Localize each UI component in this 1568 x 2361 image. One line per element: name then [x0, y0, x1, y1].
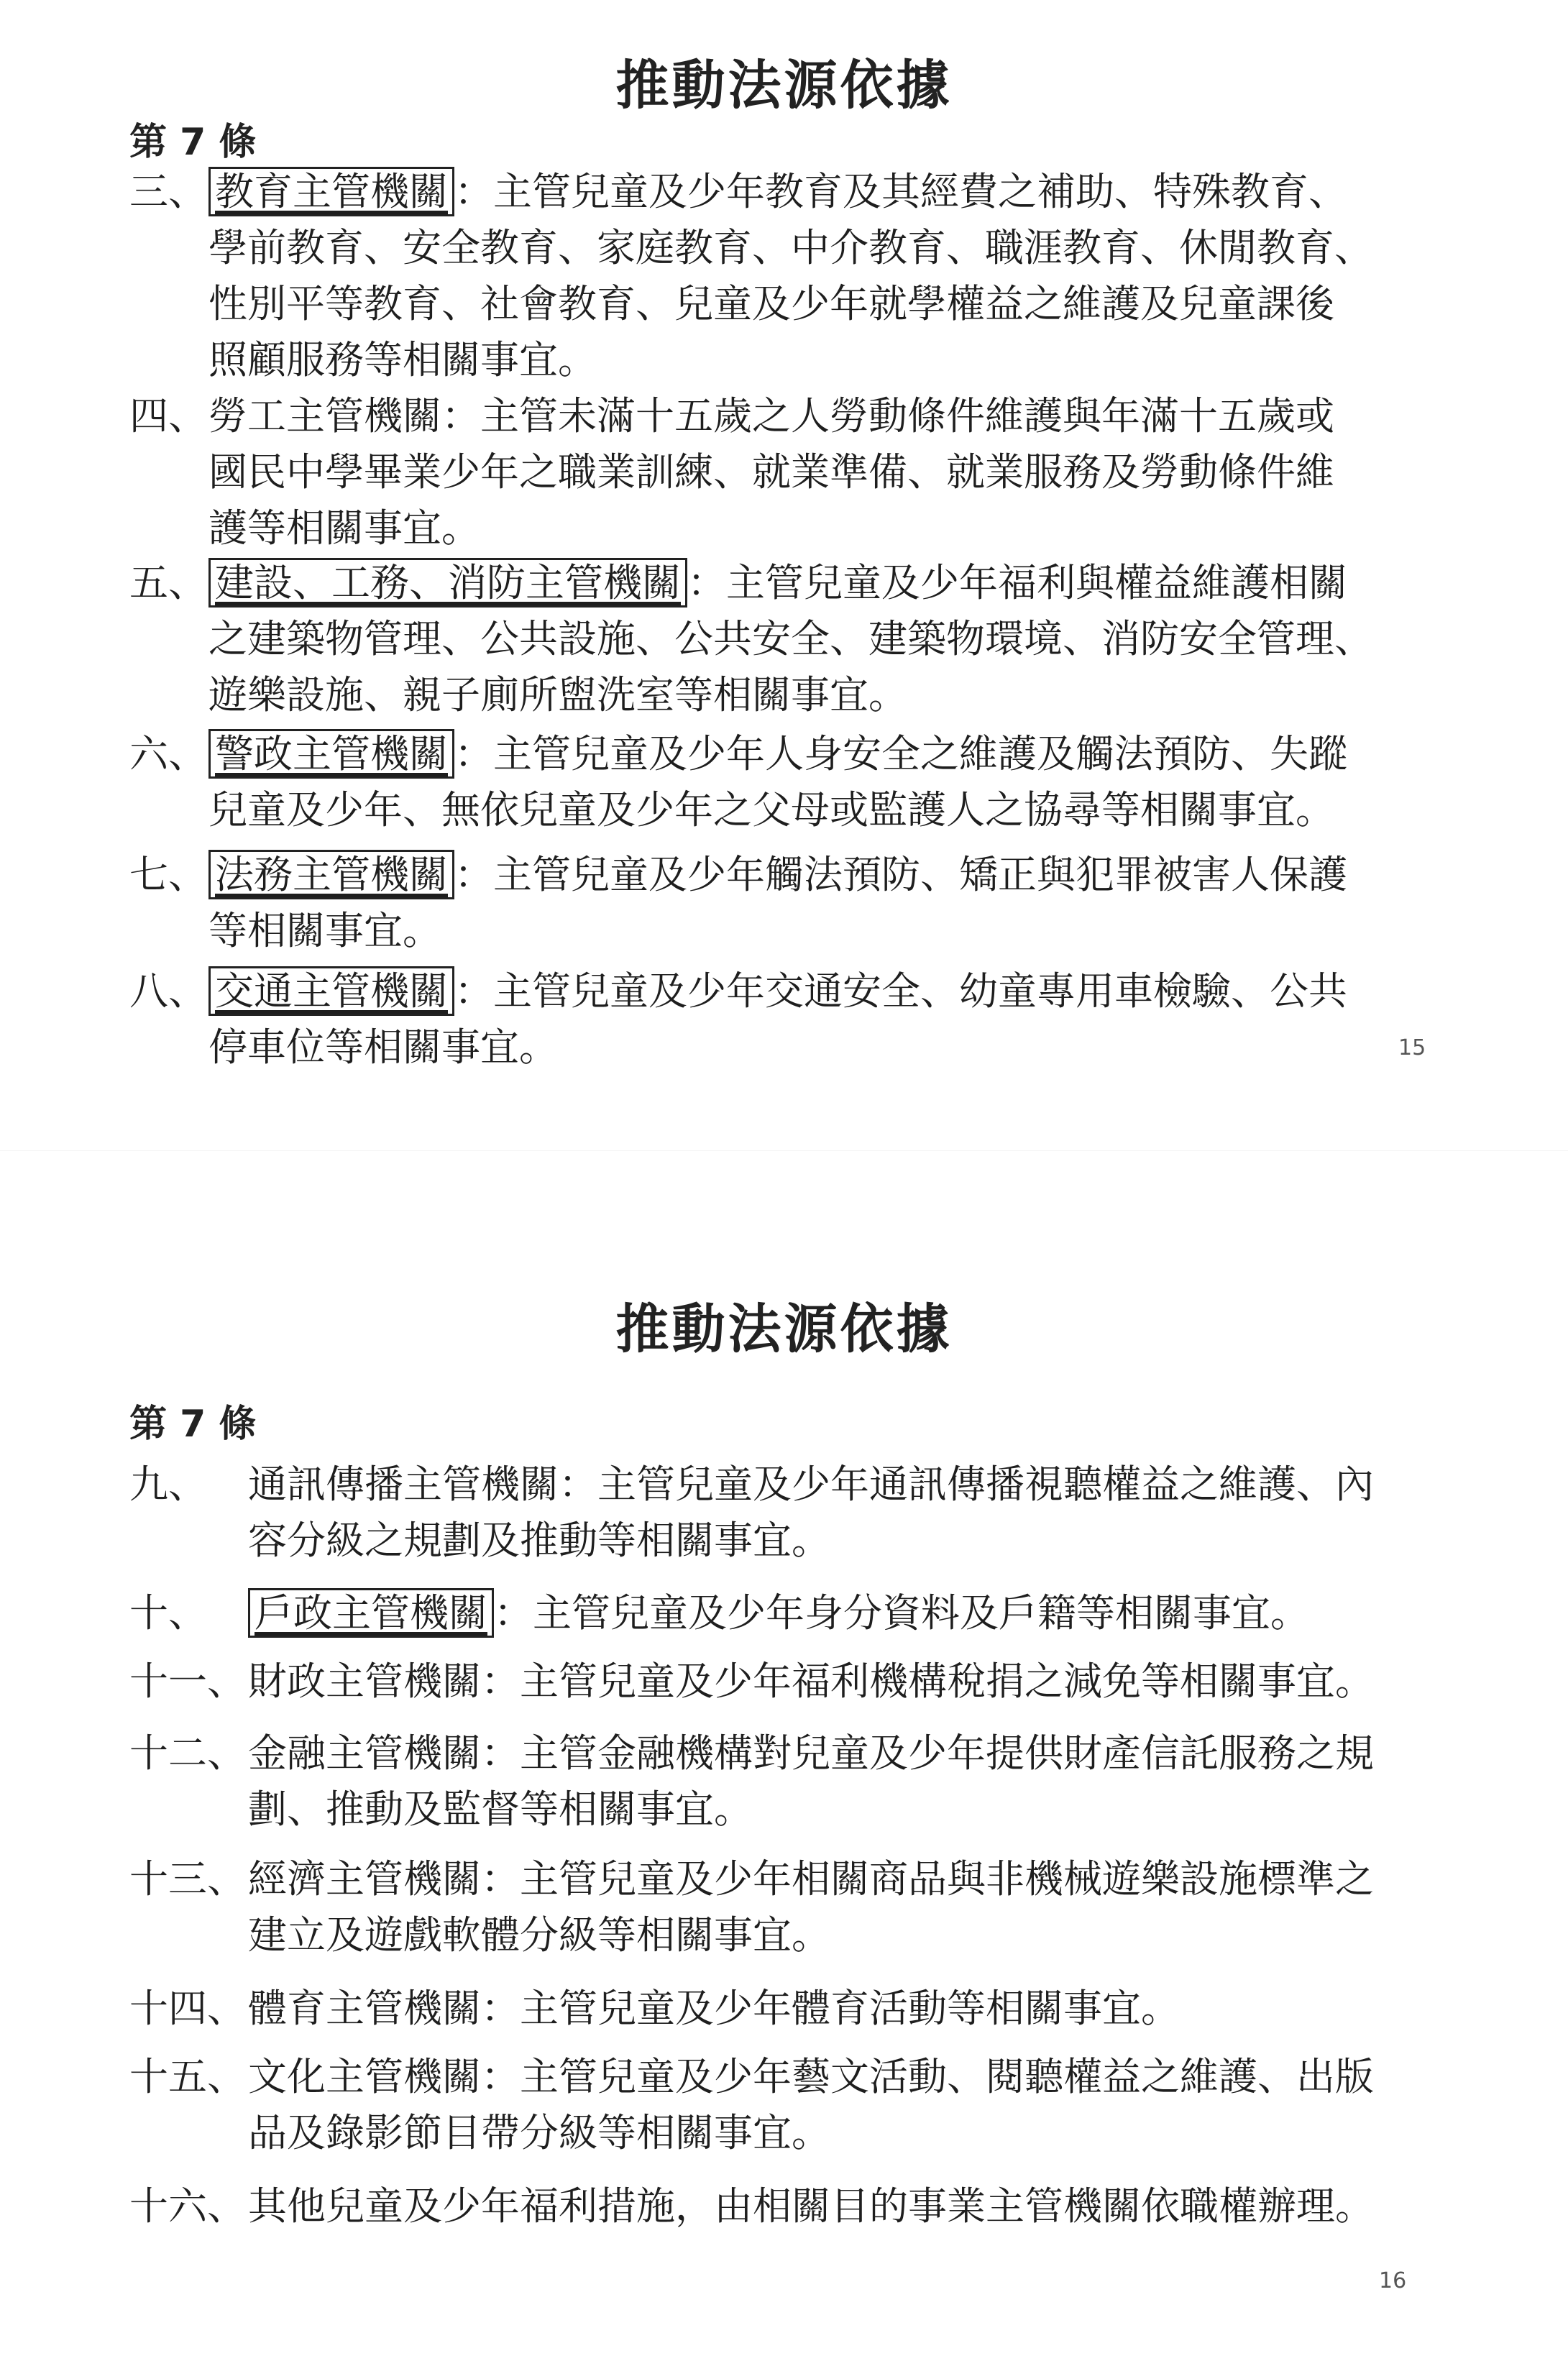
page-number: 15: [1398, 1035, 1426, 1060]
item-text: ，由相關目的事業主管機關依職權辦理。: [675, 2183, 1374, 2229]
item-text: 國民中學畢業少年之職業訓練、就業準備、就業服務及勞動條件維: [208, 449, 1334, 495]
item-text: ：主管兒童及少年觸法預防、矯正與犯罪被害人保護: [454, 852, 1347, 897]
agency-name: 警政主管機關: [208, 729, 454, 779]
item-text: ：主管兒童及少年交通安全、幼童專用車檢驗、公共: [454, 968, 1347, 1014]
item-number: 三、: [129, 169, 207, 214]
item-text: ：主管兒童及少年藝文活動、閱聽權益之維護、出版: [481, 2054, 1374, 2099]
agency-name: 交通主管機關: [208, 966, 454, 1016]
list-item: [129, 1585, 1423, 1641]
list-item: [129, 388, 1423, 556]
list-item: [129, 726, 1423, 838]
item-text: 學前教育、安全教育、家庭教育、中介教育、職涯教育、休閒教育、: [208, 225, 1373, 270]
item-number: 十二、: [129, 1730, 246, 1776]
agency-name: 法務主管機關: [208, 850, 454, 899]
item-number: 十五、: [129, 2054, 246, 2099]
item-text: 性別平等教育、社會教育、兒童及少年就學權益之維護及兒童課後: [208, 281, 1334, 326]
list-item: [129, 1981, 1423, 2037]
list-item: [129, 1851, 1423, 1963]
item-text: 之建築物管理、公共設施、公共安全、建築物環境、消防安全管理、: [208, 616, 1373, 661]
item-text: 護等相關事宜。: [208, 505, 480, 551]
agency-name: 財政主管機關: [248, 1659, 481, 1704]
list-item: [129, 1725, 1423, 1838]
list-item: [129, 847, 1423, 959]
item-text: ：主管兒童及少年福利機構稅捐之減免等相關事宜。: [481, 1659, 1374, 1704]
item-number: 六、: [129, 731, 207, 776]
item-text: 建立及遊戲軟體分級等相關事宜。: [248, 1912, 830, 1958]
item-text: ：主管兒童及少年體育活動等相關事宜。: [481, 1986, 1180, 2031]
item-number: 十、: [129, 1590, 207, 1636]
item-text: 品及錄影節目帶分級等相關事宜。: [248, 2110, 830, 2155]
list-item: [129, 963, 1423, 1076]
item-text: ：主管兒童及少年教育及其經費之補助、特殊教育、: [454, 169, 1347, 214]
item-text: 容分級之規劃及推動等相關事宜。: [248, 1518, 830, 1563]
item-number: 十三、: [129, 1856, 246, 1902]
item-number: 四、: [129, 393, 207, 439]
item-text: ：主管兒童及少年通訊傳播視聽權益之維護、內: [559, 1462, 1374, 1507]
list-item: [129, 2049, 1423, 2161]
item-text: 兒童及少年、無依兒童及少年之父母或監護人之協尋等相關事宜。: [208, 787, 1334, 833]
item-text: 劃、推動及監督等相關事宜。: [248, 1787, 753, 1832]
item-text: 遊樂設施、親子廁所盥洗室等相關事宜。: [208, 672, 907, 718]
agency-name: 經濟主管機關: [248, 1856, 481, 1902]
item-number: 九、: [129, 1462, 207, 1507]
item-text: 照顧服務等相關事宜。: [208, 337, 597, 382]
item-text: ：主管兒童及少年人身安全之維護及觸法預防、失蹤: [454, 731, 1347, 776]
agency-name: 金融主管機關: [248, 1730, 481, 1776]
agency-name: 其他兒童及少年福利措施: [248, 2183, 675, 2229]
item-text: 等相關事宜。: [208, 908, 441, 953]
item-number: 八、: [129, 968, 207, 1014]
list-item: [129, 1654, 1423, 1710]
item-number: 十四、: [129, 1986, 246, 2031]
item-text: ：主管金融機構對兒童及少年提供財產信託服務之規: [481, 1730, 1374, 1776]
page-title: 推動法源依據: [615, 1298, 953, 1360]
list-item: [129, 164, 1423, 388]
item-number: 十六、: [129, 2183, 246, 2229]
article-heading: 第 7 條: [129, 121, 257, 164]
agency-name: 通訊傳播主管機關: [248, 1462, 559, 1507]
agency-name: 體育主管機關: [248, 1986, 481, 2031]
page-title: 推動法源依據: [615, 55, 953, 116]
item-text: ：主管未滿十五歲之人勞動條件維護與年滿十五歲或: [441, 393, 1334, 439]
article-heading: 第 7 條: [129, 1403, 257, 1446]
item-number: 五、: [129, 560, 207, 605]
item-text: ：主管兒童及少年相關商品與非機械遊樂設施標準之: [481, 1856, 1374, 1902]
agency-name: 教育主管機關: [208, 167, 454, 216]
agency-name: 勞工主管機關: [208, 393, 441, 439]
item-number: 七、: [129, 852, 207, 897]
list-item: [129, 1457, 1423, 1569]
item-text: ：主管兒童及少年身分資料及戶籍等相關事宜。: [494, 1590, 1309, 1636]
page-separator: [0, 1150, 1568, 1151]
agency-name: 戶政主管機關: [248, 1588, 494, 1638]
page-number: 16: [1379, 2268, 1407, 2293]
agency-name: 建設、工務、消防主管機關: [208, 558, 687, 608]
item-number: 十一、: [129, 1659, 246, 1704]
list-item: [129, 555, 1423, 723]
list-item: [129, 2178, 1423, 2234]
item-text: 停車位等相關事宜。: [208, 1024, 558, 1070]
agency-name: 文化主管機關: [248, 2054, 481, 2099]
item-text: ：主管兒童及少年福利與權益維護相關: [687, 560, 1347, 605]
